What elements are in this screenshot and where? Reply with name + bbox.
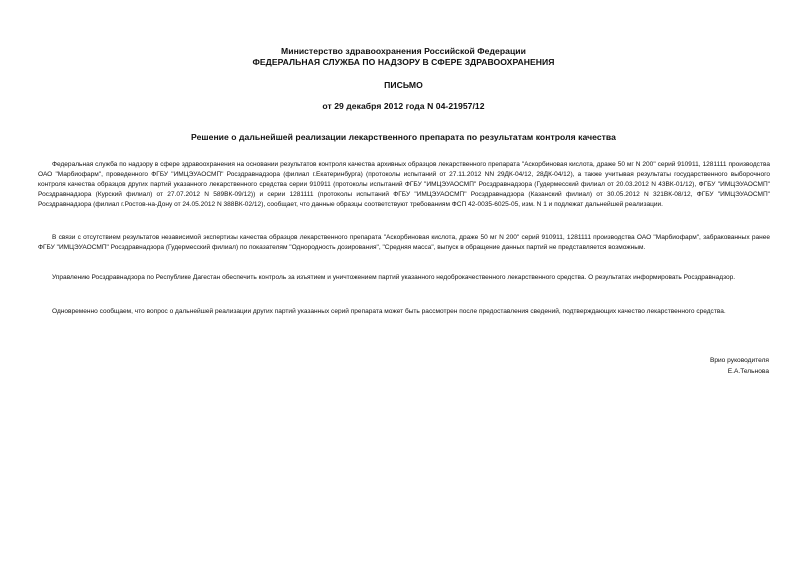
- body-paragraph-2: В связи с отсутствием результатов независимой экспертизы качества образцов лекарственного препарата "Аскорбиновая кислота, драже 50 мг N 200" серий 910911, 1281111 производства ОАО "Марбиофарм", забракованных ранее ФГБУ "ИМЦЭУАОСМП" Росздравнадзора (Гудермесский филиал) по показателям "Однородность дозирования", "Средняя масса", выпуск в обращение данных партий не представляется возможным.: [38, 234, 770, 251]
- body-paragraph-4: Одновременно сообщаем, что вопрос о дальнейшей реализации других партий указанных серий препарата может быть рассмотрен после предоставления сведений, подтверждающих качество лекарственного средства.: [52, 308, 726, 315]
- document-subject: Решение о дальнейшей реализации лекарственного препарата по результатам контроля качества: [191, 132, 616, 142]
- service-heading: ФЕДЕРАЛЬНАЯ СЛУЖБА ПО НАДЗОРУ В СФЕРЕ ЗДРАВООХРАНЕНИЯ: [252, 57, 555, 67]
- signature-title: Врио руководителя: [709, 357, 769, 364]
- document-date-number: от 29 декабря 2012 года N 04-21957/12: [322, 101, 485, 111]
- document-type-heading: ПИСЬМО: [384, 80, 423, 90]
- ministry-heading: Министерство здравоохранения Российской Федерации: [281, 46, 526, 56]
- signature-name: Е.А.Тельнова: [727, 368, 769, 375]
- body-paragraph-1: Федеральная служба по надзору в сфере здравоохранения на основании результатов контроля качества архивных образцов лекарственного препарата "Аскорбиновая кислота, драже 50 мг N 200" серий 910911, 1281111 производства ОАО "Марбиофарм", проведенного ФГБУ "ИМЦЭУАОСМП" Росздравнадзора (филиал г.Екатеринбурга) (протоколы испытаний от 27.11.2012 NN 29ДК-04/12, 28ДК-04/12), а также учитывая результаты государственного выборочного контроля качества образцов других партий указанного лекарственного средства серии 910911 (протоколы испытаний ФГБУ "ИМЦЭУАОСМП" Росздравнадзора (Гудермесский филиал от 20.03.2012 N 43ВК-01/12), ФГБУ "ИМЦЭУАОСМП" Росздравнадзора (Курский филиал) от 27.07.2012 N 589ВК-09/12)) и серии 1281111 (протоколы испытаний ФГБУ "ИМЦЭУАОСМП" Росздравнадзора (Казанский филиал) от 30.05.2012 N 321ВК-08/12, ФГБУ "ИМЦЭУАОСМП" Росздравнадзора (филиал г.Ростов-на-Дону от 24.05.2012 N 388ВК-02/12), сообщает, что данные образцы соответствуют требованиям ФСП 42-0035-6025-05, изм. N 1 и подлежат дальнейшей реализации.: [38, 161, 770, 208]
- body-paragraph-3: Управлению Росздравнадзора по Республике Дагестан обеспечить контроль за изъятием и уничтожением партий указанного недоброкачественного лекарственного средства. О результатах информировать Росздравнадзор.: [52, 274, 736, 281]
